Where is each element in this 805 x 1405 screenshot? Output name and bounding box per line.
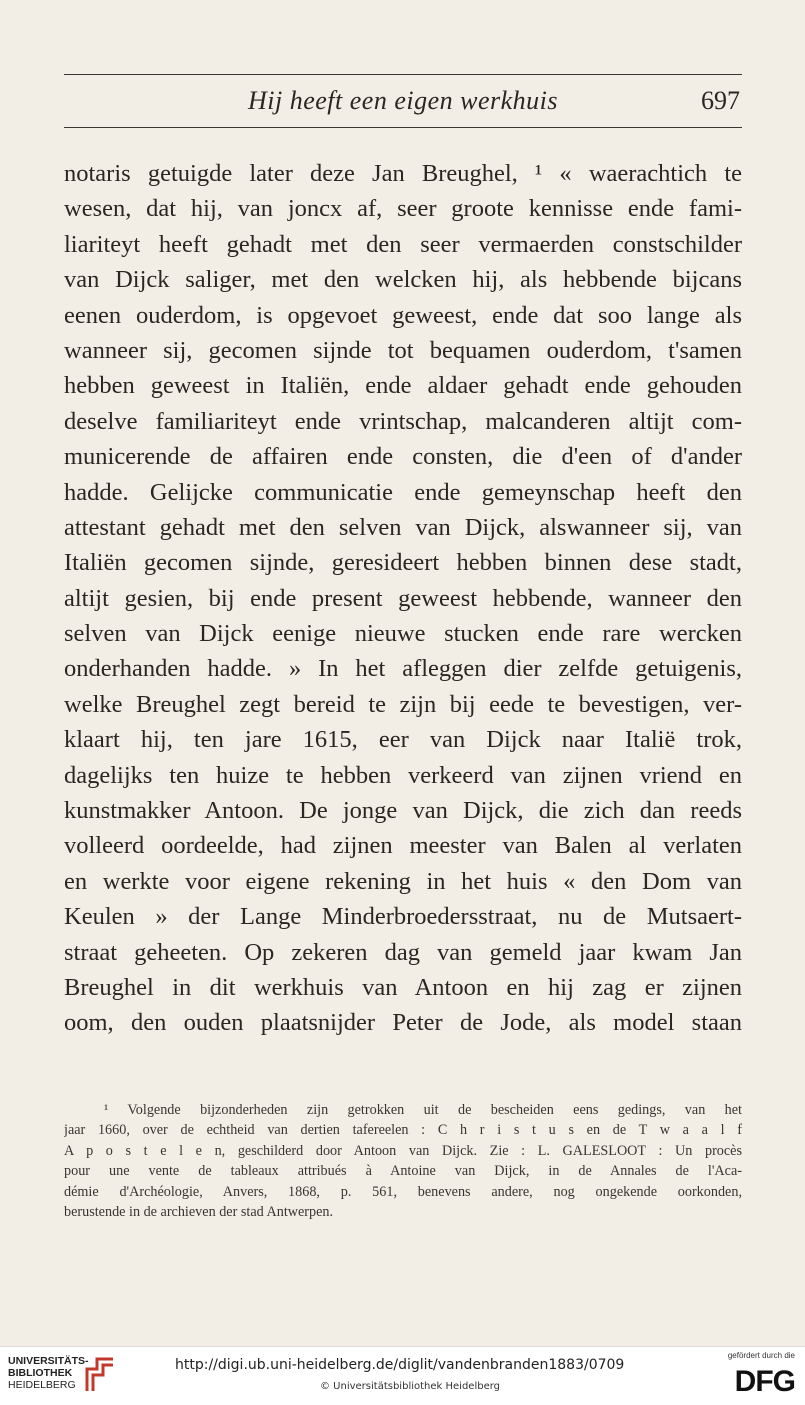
body-line: straat geheeten. Op zekeren dag van gemeld jaar kwam Jan (64, 938, 742, 966)
body-line: klaart hij, ten jare 1615, eer van Dijck naar Italië trok, (64, 726, 742, 754)
body-line: Keulen » der Lange Minderbroedersstraat, nu de Mutsaert- (64, 903, 742, 931)
body-line: wanneer sij, gecomen sijnde tot bequamen ouderdom, t'samen (64, 336, 742, 364)
library-name: UNIVERSITÄTS- BIBLIOTHEK HEIDELBERG (8, 1355, 89, 1391)
footnote-line: berustende in de archieven der stad Antwerpen. (64, 1203, 334, 1220)
body-line: hebben geweest in Italiën, ende aldaer gehadt ende gehouden (64, 372, 742, 400)
footnotes (64, 1100, 742, 1222)
header-rule-bottom (64, 127, 742, 128)
body-line: dagelijks ten huize te hebben verkeerd van zijnen vriend en (64, 761, 742, 789)
body-line: deselve familiariteyt ende vrintschap, malcanderen altijt com- (64, 407, 742, 435)
body-line: Breughel in dit werkhuis van Antoon en hij zag er zijnen (64, 973, 742, 1001)
body-line: van Dijck saliger, met den welcken hij, als hebbende bijcans (64, 266, 742, 294)
running-head-title: Hij heeft een eigen werkhuis (247, 86, 559, 115)
body-line: hadde. Gelijcke communicatie ende gemeynschap heeft den (64, 478, 742, 506)
footnote-line: A p o s t e l e n, geschilderd door Antoon van Dijck. Zie : L. GALESLOOT : Un procès (64, 1142, 742, 1159)
body-line: Italiën gecomen sijnde, geresideert hebben binnen dese stadt, (64, 549, 742, 577)
library-logo[interactable] (8, 1355, 178, 1399)
body-line: volleerd oordeelde, had zijnen meester van Balen al verlaten (64, 832, 742, 860)
body-line: en werkte voor eigene rekening in het huis « den Dom van (64, 867, 742, 895)
footnote-line: pour une vente de tableaux attribués à Antoine van Dijck, in de Annales de l'Aca- (64, 1163, 742, 1180)
dfg-logo-icon: DFG (734, 1365, 795, 1398)
permalink-url[interactable]: http://digi.ub.uni-heidelberg.de/diglit/vandenbranden1883/0709 (175, 1357, 625, 1373)
page-number: 697 (701, 86, 740, 115)
body-line: welke Breughel zegt bereid te zijn bij eede te bevestigen, ver- (64, 690, 742, 718)
body-line: attestant gehadt met den selven van Dijck, alswanneer sij, van (64, 513, 742, 541)
body-line: kunstmakker Antoon. De jonge van Dijck, die zich dan reeds (64, 797, 742, 825)
funding-label: gefördert durch die (727, 1351, 795, 1360)
body-line: liariteyt heeft gehadt met den seer vermaerden constschilder (64, 230, 742, 258)
footnote-line: jaar 1660, over de echtheid van dertien tafereelen : C h r i s t u s en de T w a a l f (64, 1122, 742, 1139)
body-line: onderhanden hadde. » In het afleggen dier zelfde getuigenis, (64, 655, 742, 683)
library-logo-icon (83, 1355, 117, 1395)
running-head (64, 82, 742, 122)
viewer-footer (0, 1346, 805, 1405)
body-line: altijt gesien, bij ende present geweest hebbende, wanneer den (64, 584, 742, 612)
body-line: wesen, dat hij, van joncx af, seer groote kennisse ende fami- (64, 195, 742, 223)
footnote-line: ¹ Volgende bijzonderheden zijn getrokken uit de bescheiden eens gedings, van het (104, 1102, 742, 1118)
body-line: notaris getuigde later deze Jan Breughel, ¹ « waerachtich te (64, 160, 742, 187)
copyright-notice: © Universitätsbibliothek Heidelberg (320, 1381, 501, 1392)
body-line: selven van Dijck eenige nieuwe stucken ende rare wercken (64, 620, 742, 648)
dfg-logo[interactable] (715, 1351, 795, 1401)
header-rule-top (64, 74, 742, 75)
body-text (64, 156, 742, 1041)
body-line: eenen ouderdom, is opgevoet geweest, ende dat soo lange als (64, 301, 742, 329)
body-line: oom, den ouden plaatsnijder Peter de Jode, als model staan (64, 1009, 742, 1037)
body-line: municerende de affairen ende consten, die d'een of d'ander (64, 443, 742, 471)
footnote-line: démie d'Archéologie, Anvers, 1868, p. 561, benevens andere, nog ongekende oorkonden, (64, 1183, 742, 1200)
